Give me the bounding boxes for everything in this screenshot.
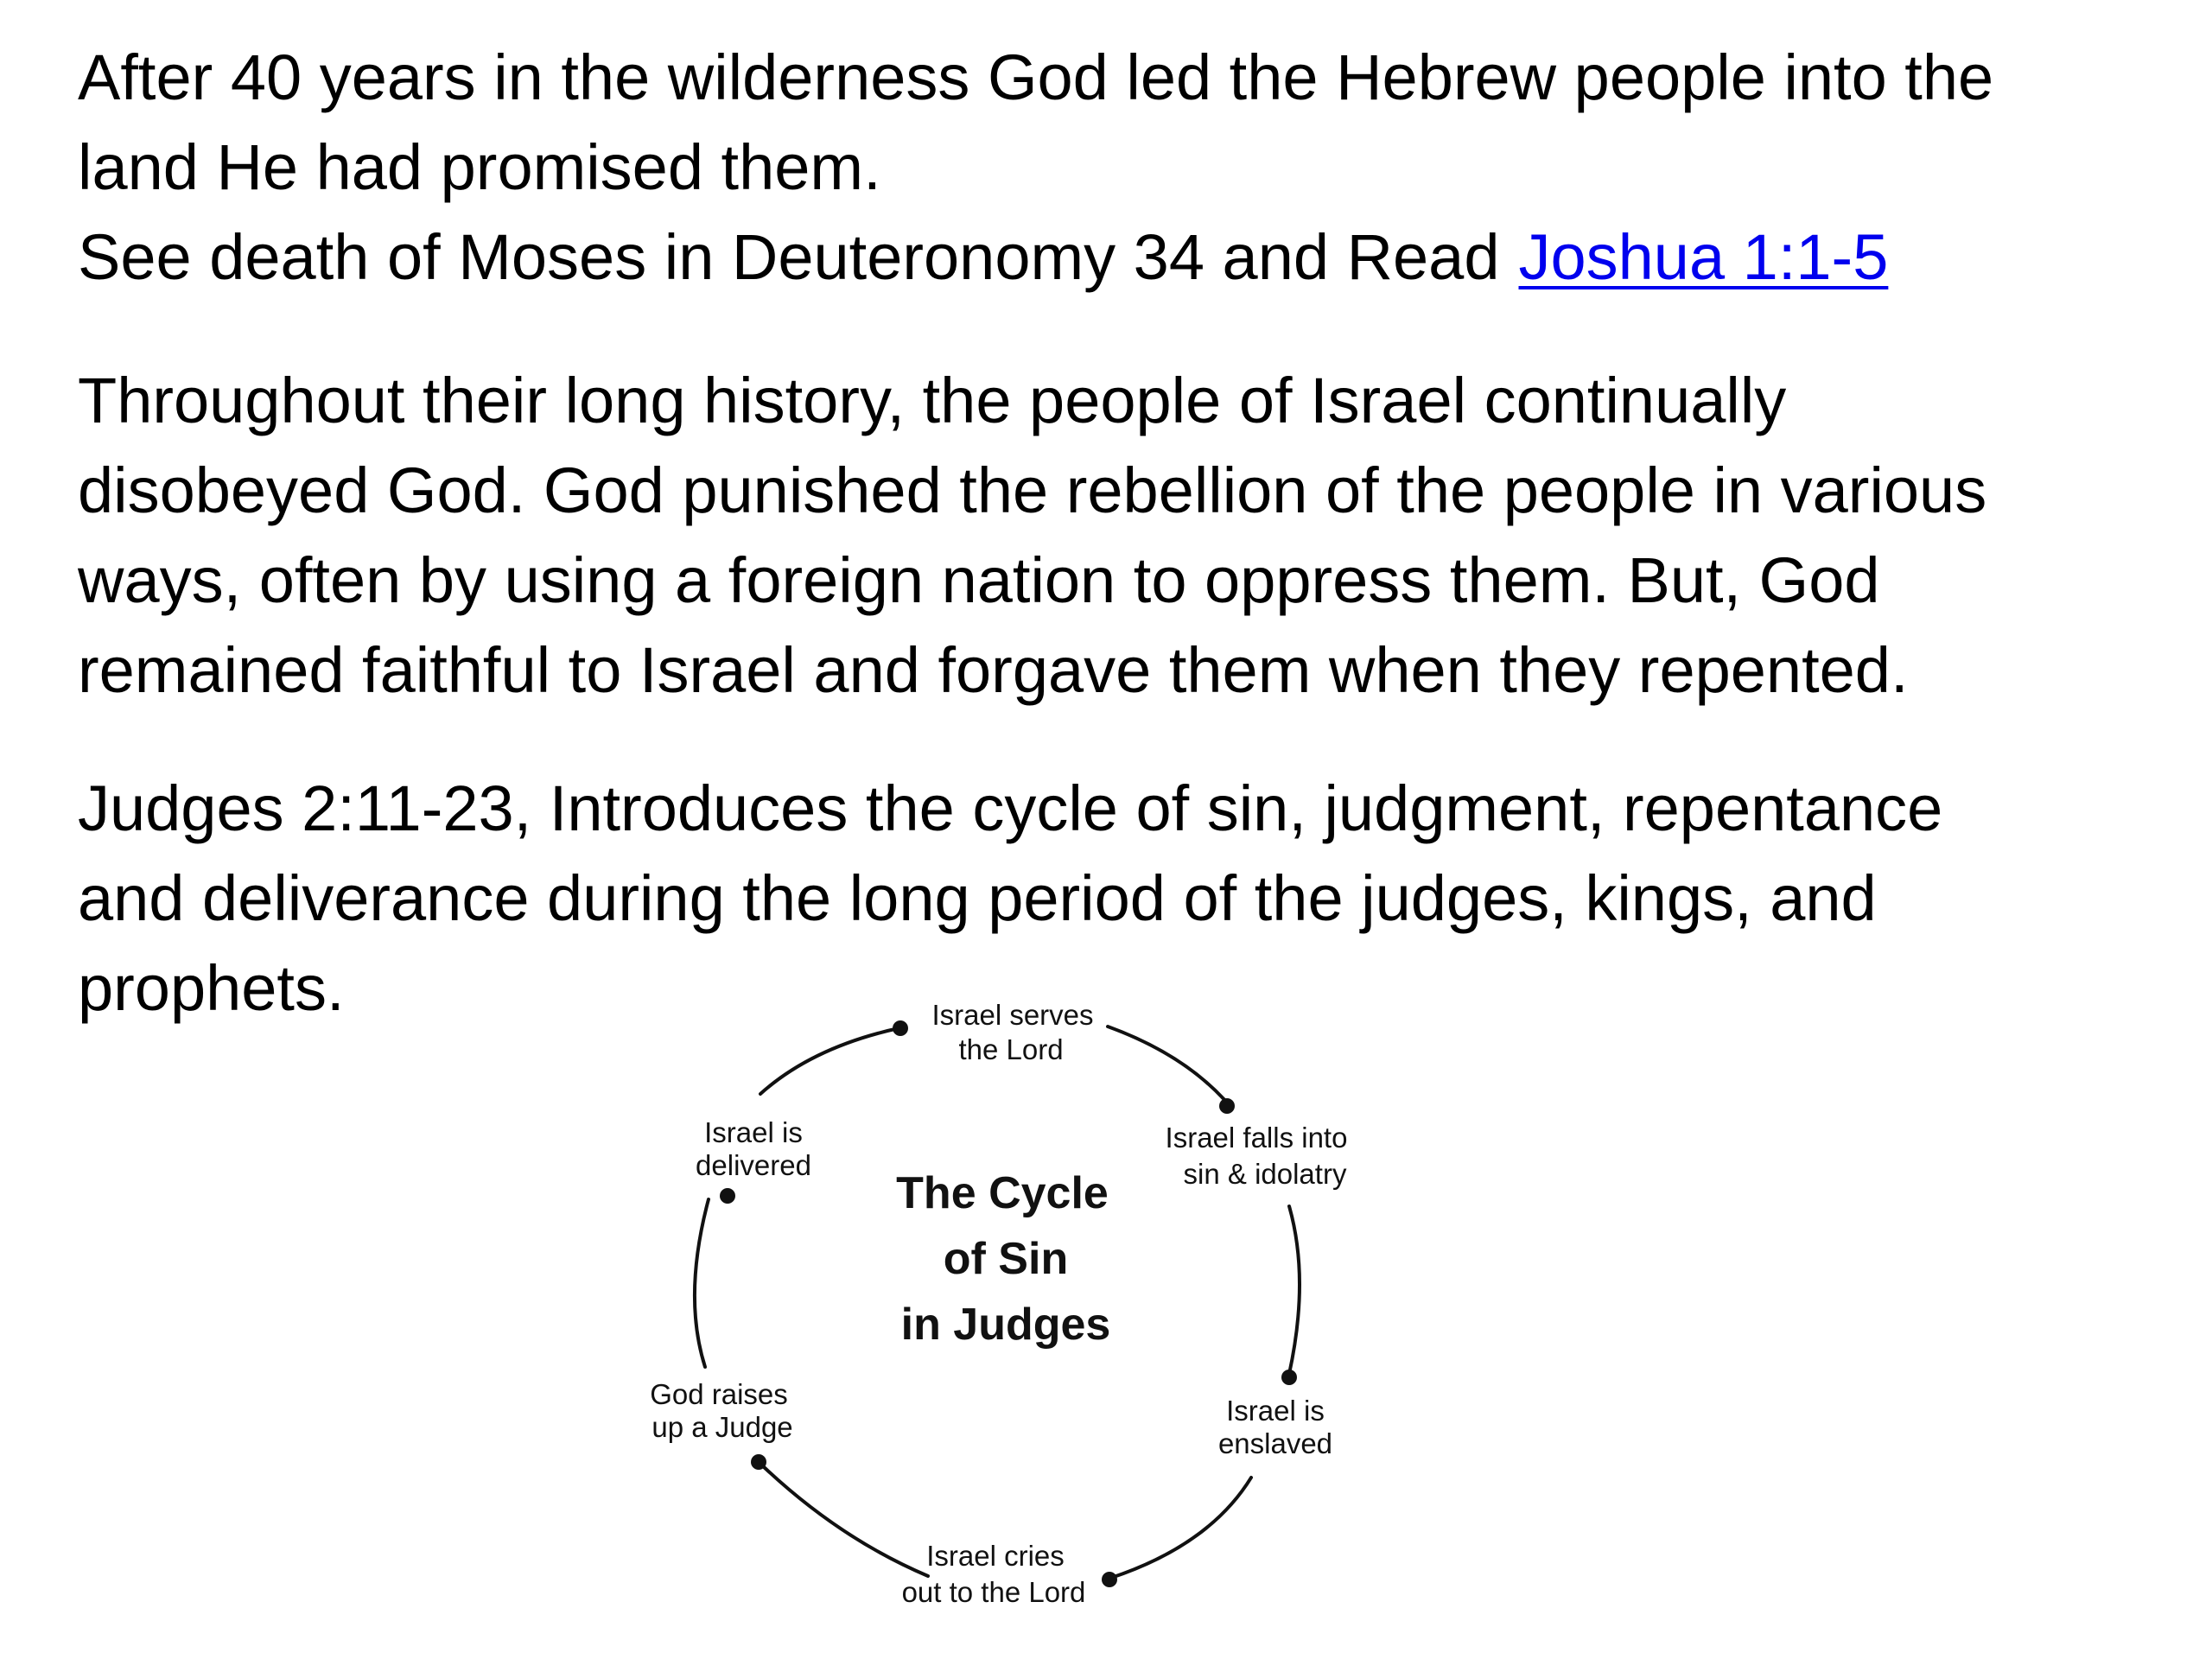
node-judge-line-1: God raises xyxy=(650,1378,788,1410)
joshua-link[interactable]: Joshua 1:1-5 xyxy=(1518,221,1889,293)
node-falls-line-2: sin & idolatry xyxy=(1183,1158,1347,1190)
cycle-diagram xyxy=(588,968,1417,1642)
judges-line-1: Judges 2:11-23, Introduces the cycle of sin, judgment, repentance xyxy=(78,772,1943,844)
arrow-dot-4 xyxy=(751,1454,766,1470)
arrow-falls-to-enslaved xyxy=(1289,1206,1300,1374)
node-enslaved-line-1: Israel is xyxy=(1226,1395,1325,1427)
history-line-2: disobeyed God. God punished the rebellion of the people in various xyxy=(78,454,1987,526)
node-judge-line-2: up a Judge xyxy=(652,1411,793,1443)
intro-line-1: After 40 years in the wilderness God led the Hebrew people into the xyxy=(78,41,1994,113)
paragraph-intro xyxy=(78,33,2169,302)
intro-line-2: land He had promised them. xyxy=(78,131,881,203)
arrow-dot-5 xyxy=(720,1188,735,1204)
node-cries-line-2: out to the Lord xyxy=(901,1576,1086,1608)
paragraph-history xyxy=(78,356,2169,715)
cycle-diagram-svg xyxy=(588,968,1417,1642)
intro-line-3-text: See death of Moses in Deuteronomy 34 and Read xyxy=(78,221,1500,293)
arrow-judge-to-delivered xyxy=(695,1199,709,1367)
node-delivered-line-2: delivered xyxy=(696,1149,811,1181)
arrow-dot-1 xyxy=(1219,1098,1235,1114)
arrow-dot-6 xyxy=(893,1020,908,1036)
node-cries-line-1: Israel cries xyxy=(926,1540,1065,1572)
node-delivered-line-1: Israel is xyxy=(704,1116,803,1148)
node-serves-line-1: Israel serves xyxy=(931,999,1094,1031)
center-title-line-1: The Cycle xyxy=(896,1168,1109,1218)
arrow-cries-to-judge xyxy=(760,1464,928,1576)
judges-line-2: and deliverance during the long period of the judges, kings, and xyxy=(78,862,1877,934)
history-line-4: remained faithful to Israel and forgave them when they repented. xyxy=(78,634,1909,706)
arrow-delivered-to-serves xyxy=(760,1028,899,1094)
arrow-enslaved-to-cries xyxy=(1111,1478,1251,1578)
judges-line-3: prophets. xyxy=(78,952,345,1024)
arrow-dot-2 xyxy=(1281,1370,1297,1385)
node-serves-line-2: the Lord xyxy=(958,1033,1064,1065)
arrow-serves-to-falls xyxy=(1108,1027,1227,1103)
center-title-line-3: in Judges xyxy=(900,1300,1111,1350)
history-line-3: ways, often by using a foreign nation to oppress them. But, God xyxy=(78,544,1880,616)
node-enslaved-line-2: enslaved xyxy=(1217,1427,1333,1459)
intro-line-3 xyxy=(78,213,2169,302)
arrow-dot-3 xyxy=(1102,1572,1117,1587)
history-line-1: Throughout their long history, the people of Israel continually xyxy=(78,365,1787,436)
center-title-line-2: of Sin xyxy=(943,1234,1069,1284)
node-falls-line-1: Israel falls into xyxy=(1165,1122,1348,1154)
